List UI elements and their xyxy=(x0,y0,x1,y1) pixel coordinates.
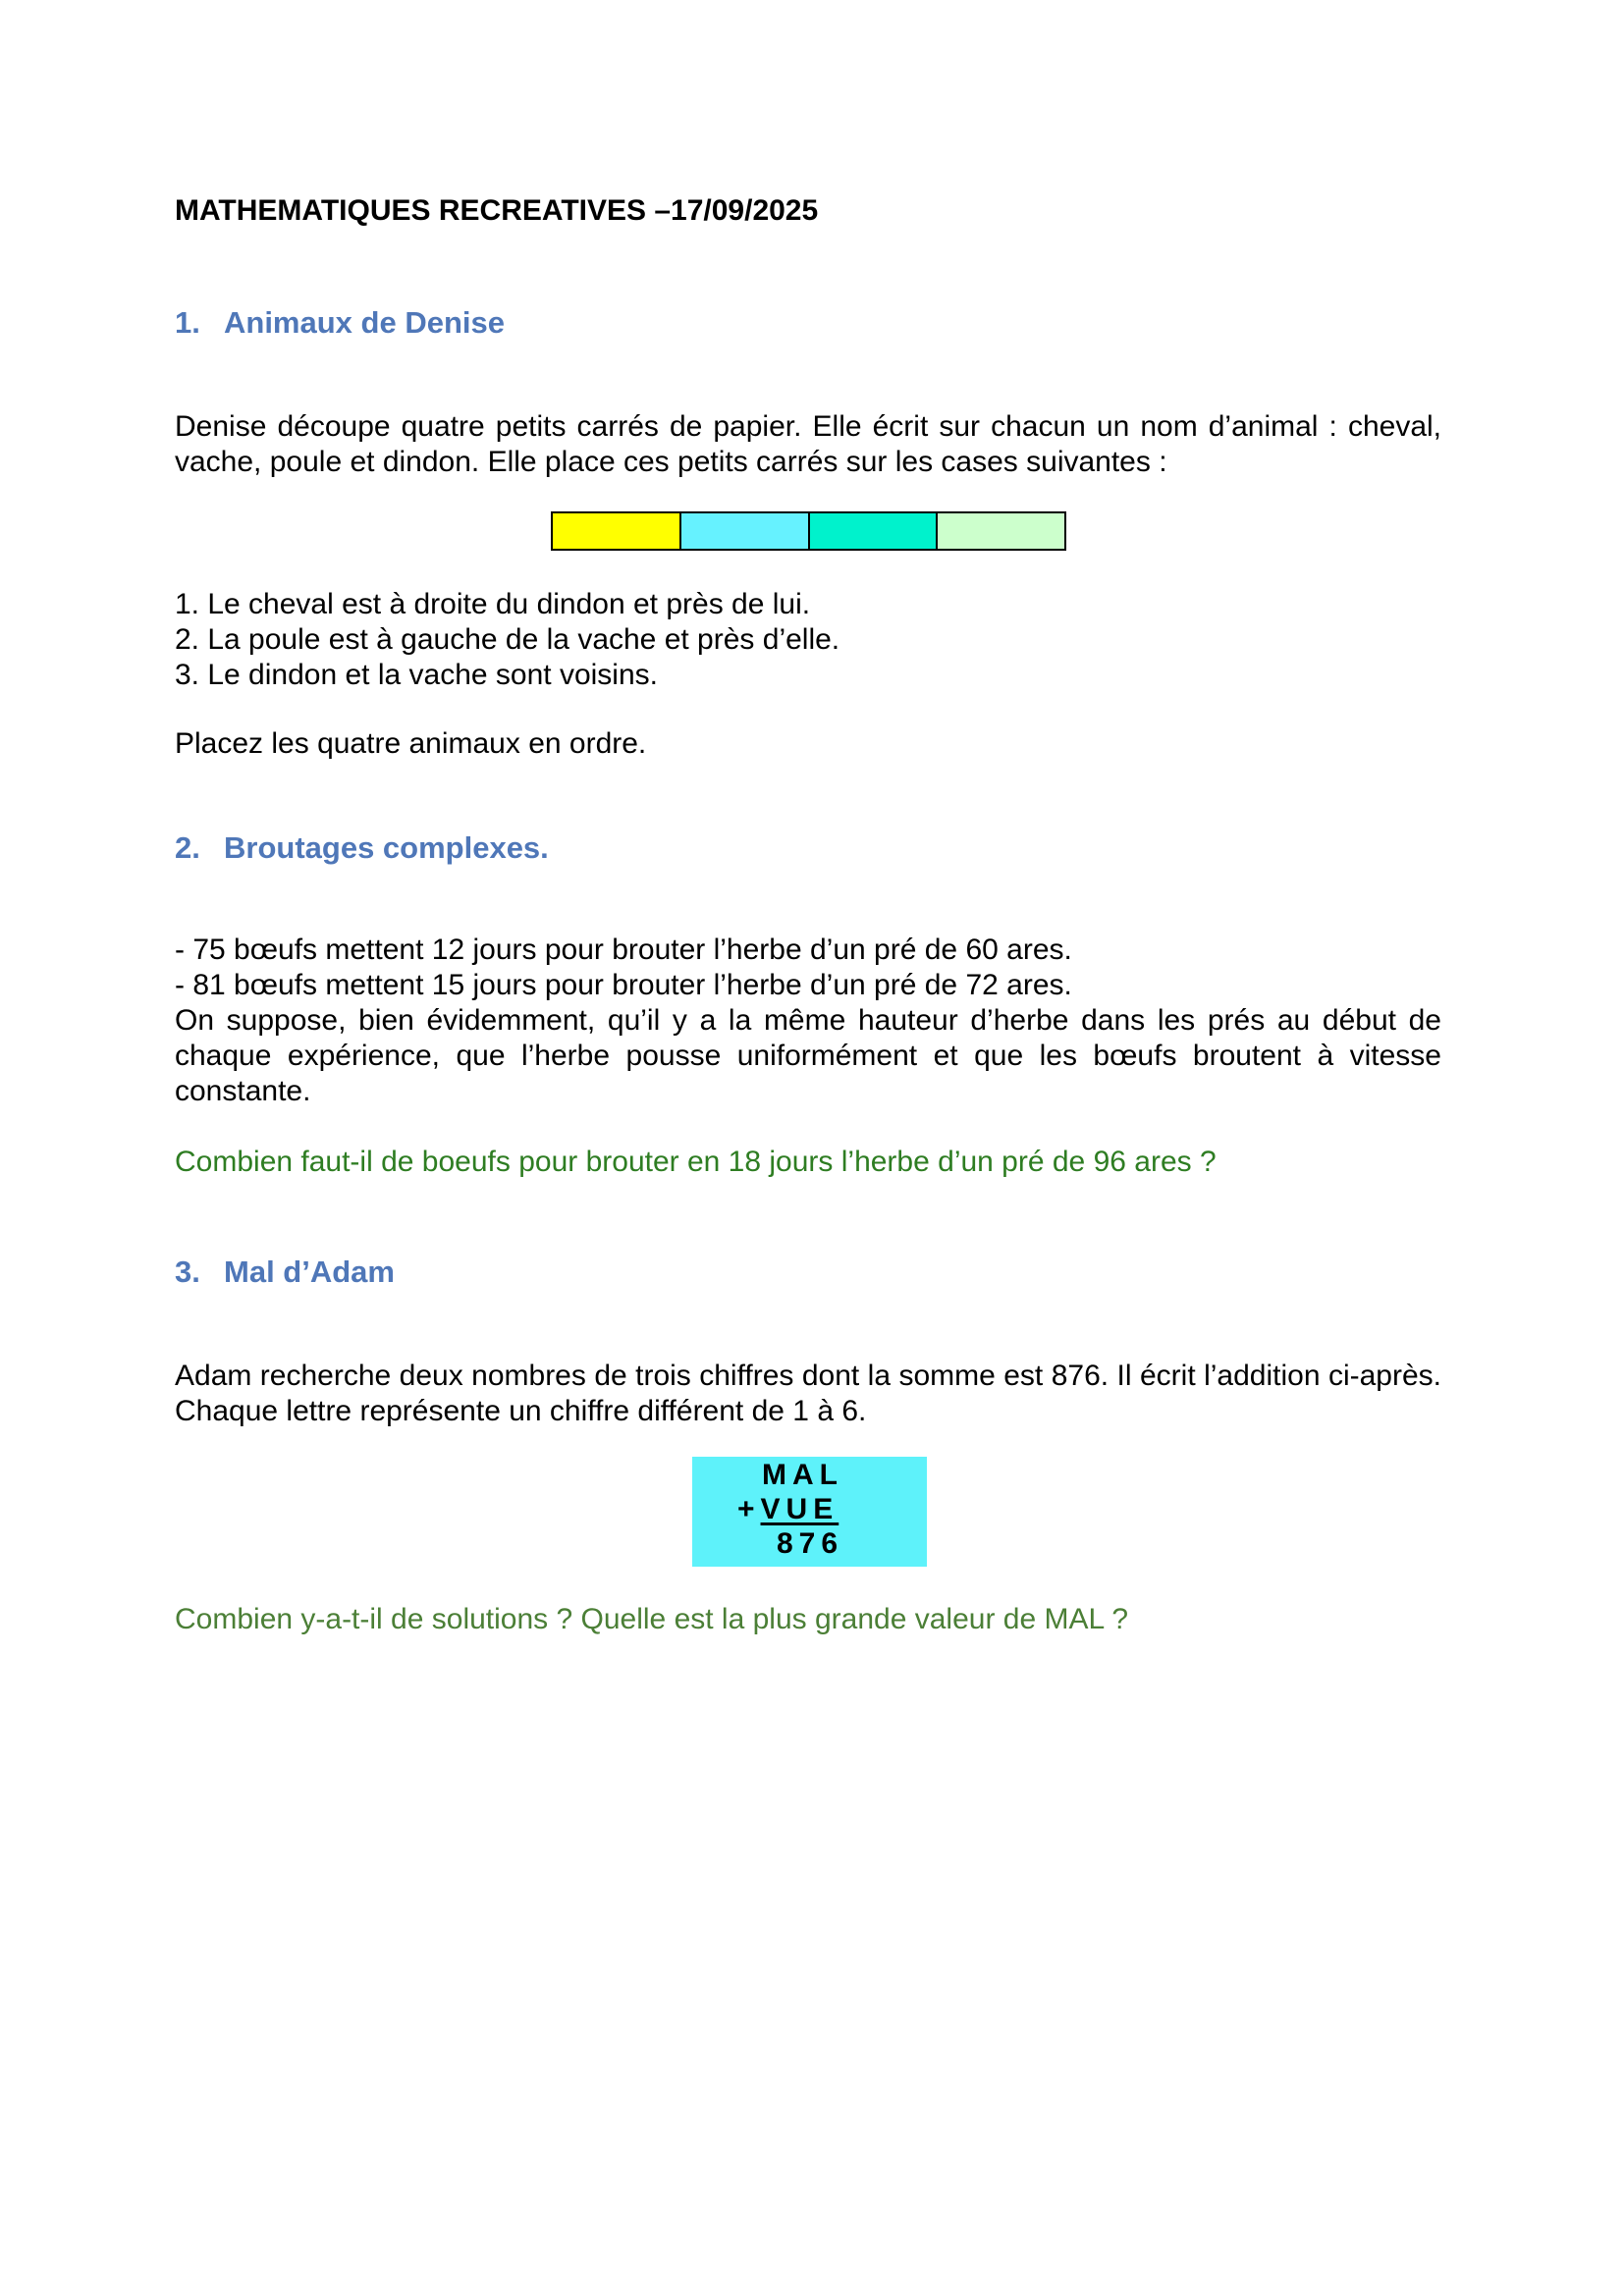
problem-1-title: Animaux de Denise xyxy=(224,305,505,340)
box-4 xyxy=(938,513,1064,549)
addition-row-1: MAL xyxy=(762,1459,843,1491)
problem-3-number: 3. xyxy=(175,1255,200,1289)
problem-3-question: Combien y-a-t-il de solutions ? Quelle est la plus grande valeur de MAL ? xyxy=(175,1603,1129,1635)
box-2 xyxy=(681,513,810,549)
problem-2-heading xyxy=(175,830,549,866)
document-title: MATHEMATIQUES RECREATIVES –17/09/2025 xyxy=(175,194,819,227)
plus-sign: + xyxy=(737,1493,761,1525)
problem-2-number: 2. xyxy=(175,830,200,865)
problem-2-paragraph: On suppose, bien évidemment, qu’il y a la même hauteur d’herbe dans les prés au début de chaque expérience, que l’herbe pousse uniformément et que les bœufs broutent à vitesse constante. xyxy=(175,1004,1441,1107)
problem-3-title: Mal d’Adam xyxy=(224,1255,395,1289)
problem-2-line-1: - 75 bœufs mettent 12 jours pour brouter l’herbe d’un pré de 60 ares. xyxy=(175,934,1072,966)
clue-1: 1. Le cheval est à droite du dindon et près de lui. xyxy=(175,588,811,620)
problem-2-line-2: - 81 bœufs mettent 15 jours pour brouter l’herbe d’un pré de 72 ares. xyxy=(175,969,1072,1001)
colored-boxes xyxy=(551,511,1066,551)
addition-box xyxy=(692,1457,927,1567)
problem-1-heading xyxy=(175,305,505,341)
clue-3: 3. Le dindon et la vache sont voisins. xyxy=(175,659,658,691)
problem-2-title: Broutages complexes. xyxy=(224,830,549,865)
addition-row-2 xyxy=(737,1493,839,1526)
problem-1-number: 1. xyxy=(175,305,200,340)
problem-2-question: Combien faut-il de boeufs pour brouter en 18 jours l’herbe d’un pré de 96 ares ? xyxy=(175,1146,1217,1178)
addition-result: 876 xyxy=(777,1527,844,1560)
problem-3-heading xyxy=(175,1255,395,1290)
box-1 xyxy=(553,513,681,549)
clue-2: 2. La poule est à gauche de la vache et près d’elle. xyxy=(175,623,840,656)
problem-3-paragraph: Adam recherche deux nombres de trois chiffres dont la somme est 876. Il écrit l’addition ci-après. Chaque lettre représente un chiffre différent de 1 à 6. xyxy=(175,1360,1441,1427)
addition-row-2-letters: VUE xyxy=(760,1493,839,1525)
box-3 xyxy=(810,513,939,549)
problem-1-intro: Denise découpe quatre petits carrés de papier. Elle écrit sur chacun un nom d’animal : cheval, vache, poule et dindon. Elle place ces petits carrés sur les cases suivantes : xyxy=(175,410,1441,478)
problem-1-question: Placez les quatre animaux en ordre. xyxy=(175,727,647,760)
